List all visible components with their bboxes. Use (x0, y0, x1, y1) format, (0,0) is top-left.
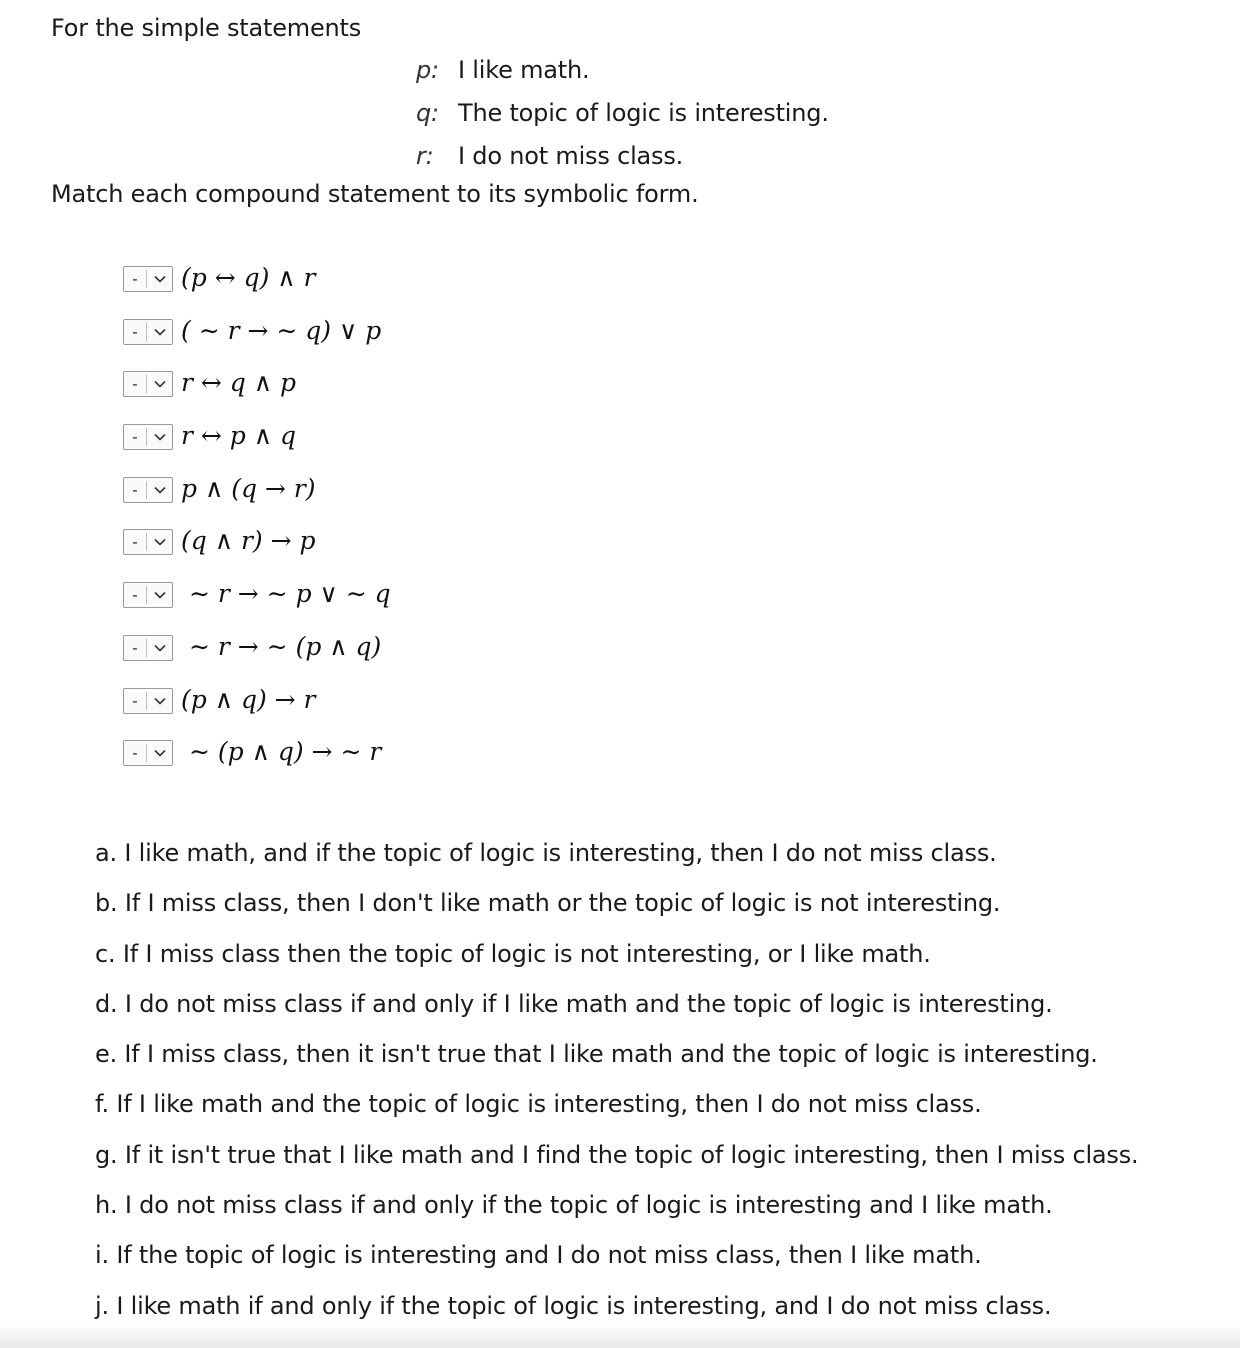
symbolic-formula: ∼ r → ∼ p ∨ ∼ q (189, 579, 391, 609)
match-dropdown-10[interactable] (123, 740, 173, 766)
chevron-down-icon (147, 644, 172, 652)
dropdown-value: - (132, 744, 138, 763)
match-row-7 (123, 574, 391, 627)
match-row-5 (123, 469, 391, 522)
dropdown-value: - (132, 638, 138, 657)
symbolic-formula: (p ↔ q) ∧ r (181, 263, 316, 292)
option-d: d. I do not miss class if and only if I like math and the topic of logic is interesting. (95, 989, 1053, 1018)
definition-q (416, 97, 829, 140)
chevron-down-icon (147, 328, 172, 336)
dropdown-value: - (132, 480, 138, 499)
match-dropdown-7[interactable] (123, 582, 173, 608)
chevron-down-icon (147, 591, 172, 599)
chevron-down-icon (147, 275, 172, 283)
dropdown-value: - (132, 322, 138, 341)
definition-p (416, 54, 829, 97)
option-g: g. If it isn't true that I like math and I find the topic of logic interesting, then I miss class. (95, 1140, 1139, 1169)
match-row-8 (123, 627, 391, 680)
chevron-down-icon (147, 433, 172, 441)
option-f: f. If I like math and the topic of logic is interesting, then I do not miss class. (95, 1090, 982, 1119)
chevron-down-icon (147, 697, 172, 705)
symbolic-formula: r ↔ q ∧ p (181, 368, 296, 398)
match-dropdown-6[interactable] (123, 529, 173, 555)
symbolic-formula: ∼ r → ∼ (p ∧ q) (189, 631, 382, 661)
match-row-3 (123, 363, 391, 416)
definition-r (416, 140, 829, 183)
match-dropdown-2[interactable] (123, 319, 173, 345)
dropdown-value: - (132, 691, 138, 710)
match-dropdown-3[interactable] (123, 371, 173, 397)
definition-var: r: (416, 142, 434, 170)
definition-var: q: (416, 99, 439, 127)
option-c: c. If I miss class then the topic of logic is not interesting, or I like math. (95, 939, 931, 968)
match-dropdown-8[interactable] (123, 635, 173, 661)
match-row-4 (123, 416, 391, 469)
dropdown-value: - (132, 428, 138, 447)
match-row-2 (123, 311, 391, 364)
dropdown-value: - (132, 270, 138, 288)
match-list (123, 258, 391, 785)
option-i: i. If the topic of logic is interesting and I do not miss class, then I like math. (95, 1241, 982, 1270)
symbolic-formula: p ∧ (q → r) (181, 473, 316, 503)
dropdown-value: - (132, 586, 138, 605)
option-h: h. I do not miss class if and only if the topic of logic is interesting and I like math. (95, 1191, 1053, 1220)
definition-text: The topic of logic is interesting. (458, 99, 829, 127)
definition-text: I like math. (458, 56, 590, 84)
symbolic-formula: r ↔ p ∧ q (181, 421, 296, 451)
option-b: b. If I miss class, then I don't like math or the topic of logic is not interesting. (95, 889, 1001, 918)
match-dropdown-1[interactable] (123, 266, 173, 292)
dropdown-value: - (132, 375, 138, 394)
definition-var: p: (416, 56, 439, 84)
dropdown-value: - (132, 533, 138, 552)
symbolic-formula: ∼ (p ∧ q) → ∼ r (189, 737, 382, 767)
match-row-10 (123, 732, 391, 785)
answer-options (95, 835, 1138, 1338)
option-j: j. I like math if and only if the topic of logic is interesting, and I do not miss class. (95, 1291, 1052, 1320)
symbolic-formula: ( ∼ r → ∼ q) ∨ p (181, 315, 382, 345)
option-a: a. I like math, and if the topic of logic is interesting, then I do not miss class. (95, 839, 997, 867)
match-dropdown-4[interactable] (123, 424, 173, 450)
intro-text: For the simple statements (51, 14, 362, 42)
chevron-down-icon (147, 538, 172, 546)
option-e: e. If I miss class, then it isn't true that I like math and the topic of logic is interesting. (95, 1040, 1098, 1069)
chevron-down-icon (147, 486, 172, 494)
bottom-shadow (0, 1324, 1240, 1348)
chevron-down-icon (147, 749, 172, 757)
definition-text: I do not miss class. (458, 142, 684, 170)
match-row-9 (123, 680, 391, 733)
symbolic-formula: (p ∧ q) → r (181, 684, 316, 714)
symbolic-formula: (q ∧ r) → p (181, 526, 316, 556)
match-dropdown-5[interactable] (123, 477, 173, 503)
match-dropdown-9[interactable] (123, 688, 173, 714)
chevron-down-icon (147, 380, 172, 388)
match-row-6 (123, 521, 391, 574)
match-row-1 (123, 258, 391, 311)
definitions-list (416, 54, 829, 183)
instruction-text: Match each compound statement to its symbolic form. (51, 180, 699, 208)
